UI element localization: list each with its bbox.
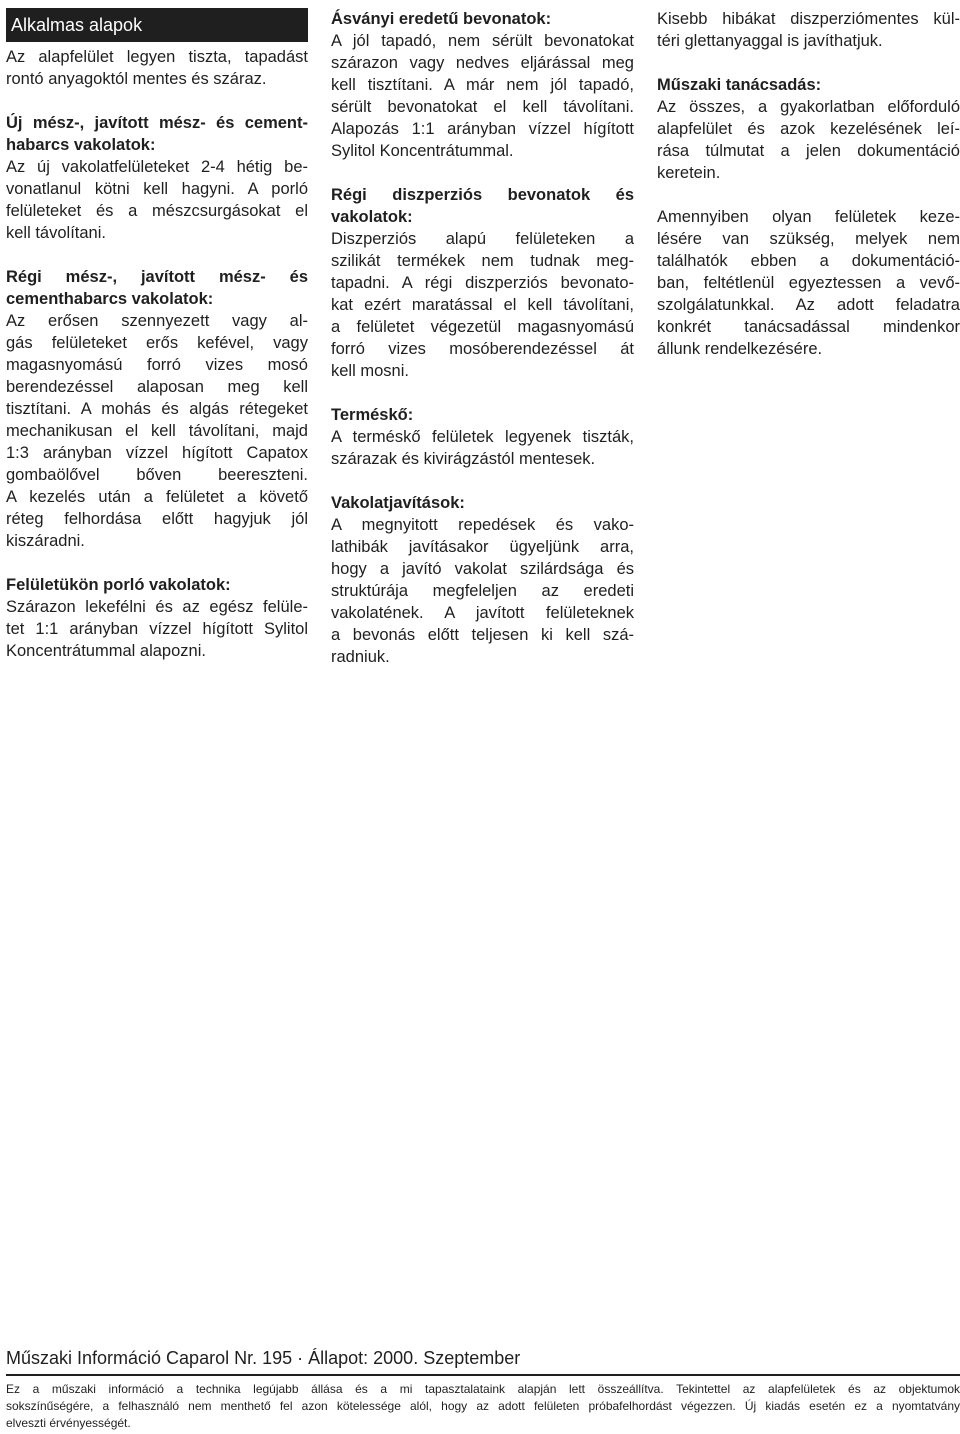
section-mineral-coatings: Ásványi eredetű bevonatok: A jól tapadó, nem sérült bevonatokat szárazon vagy nedves eljárással meg kell tisztítani. A már nem jól tapadó, sérült bevonatokat el kell távolítani. Alapozás 1:1 arányban vízzel hígított Sylitol Koncentrátummal. (331, 10, 634, 160)
footer-disclaimer: Ez a műszaki információ a technika legújabb állása és a mi tapasztalataink alapján lett összeállítva. Tekintettel az alapfelületek és az objektumok sokszínűségére, a felhasználó nem menthető fel azon kötelessége alól, hogy az adott felületen próbafelhordást végezzen. Új kiadás esetén ez a nyomtatvány elveszti érvényességét. (6, 1382, 960, 1430)
repair-note: Kisebb hibákat diszperziómentes kül- téri glettanyaggal is javíthatjuk. (657, 10, 960, 50)
subheading: Vakolatjavítások: (331, 494, 465, 512)
column-2 (331, 8, 634, 690)
column-3 (657, 8, 960, 382)
section-heading: Alkalmas alapok (6, 8, 308, 42)
subheading: Felületükön porló vakolatok: (6, 576, 231, 594)
subheading: Műszaki tanácsadás: (657, 76, 822, 94)
subheading: Új mész-, javított mész- és cement- (6, 114, 308, 132)
footer-title: Műszaki Információ Caparol Nr. 195 · Állapot: 2000. Szeptember (6, 1348, 521, 1368)
section-powdery-plaster: Felületükön porló vakolatok: Szárazon lekefélni és az egész felüle- tet 1:1 arányban vízzel hígított Sylitol Koncentrátummal alapozni. (6, 576, 308, 660)
subheading: Terméskő: (331, 406, 414, 424)
subheading: Régi diszperziós bevonatok és (331, 186, 634, 204)
column-1 (6, 8, 308, 684)
intro-paragraph: Az alapfelület legyen tiszta, tapadást rontó anyagoktól mentes és száraz. (6, 48, 308, 88)
section-old-plaster: Régi mész-, javított mész- és cementhabarcs vakolatok: Az erősen szennyezett vagy al- gás felületeket erős kefével, vagy magasnyomású forró vizes mosó berendezéssel alaposan meg kell tisztítani. A mohás és algás rétegeket mechanikusan el kell távolítani, majd 1:3 arányban vízzel hígított Capatox gombaölővel bőven beereszteni. A kezelés után a felületet a követő réteg felhordása előtt hagyjuk jól kiszáradni. (6, 268, 308, 550)
subheading: Ásványi eredetű bevonatok: (331, 10, 552, 28)
subheading: cementhabarcs vakolatok: (6, 290, 214, 308)
section-natural-stone: Terméskő: A terméskő felületek legyenek tiszták, szárazak és kivirágzástól mentesek. (331, 406, 634, 468)
section-new-plaster: Új mész-, javított mész- és cement- habarcs vakolatok: Az új vakolatfelületeket 2-4 hétig be- vonatlanul kötni kell hagyni. A porló felületeket és a mészcsurgásokat el kell távolítani. (6, 114, 308, 242)
subheading: vakolatok: (331, 208, 413, 226)
section-dispersion-coatings: Régi diszperziós bevonatok és vakolatok: Diszperziós alapú felületeken a szilikát termékek nem tudnak meg- tapadni. A régi diszperziós bevonato- kat ezért maratással el kell távolítani, a felületet végezetül magasnyomású forró vizes mosóberendezéssel át kell mosni. (331, 186, 634, 380)
customer-service-paragraph: Amennyiben olyan felületek keze- lésére van szükség, melyek nem találhatók ebben a dokumentáció- ban, feltétlenül egyeztessen a vevő- szolgálatunkkal. Az adott feladatra konkrét tanácsadással mindenkor állunk rendelkezésére. (657, 208, 960, 358)
subheading: Régi mész-, javított mész- és (6, 268, 308, 286)
subheading: habarcs vakolatok: (6, 136, 156, 154)
section-technical-advice: Műszaki tanácsadás: Az összes, a gyakorlatban előforduló alapfelület és azok kezelésének leí- rása túlmutat a jelen dokumentáció keretein. (657, 76, 960, 182)
footer-divider (6, 1374, 960, 1376)
section-plaster-repairs: Vakolatjavítások: A megnyitott repedések és vako- lathibák javításakor ügyeljünk arra, hogy a javító vakolat szilárdsága és struktúrája megfeleljen az eredeti vakolatének. A javított felületeknek a bevonás előtt teljesen ki kell szá- radniuk. (331, 494, 634, 666)
